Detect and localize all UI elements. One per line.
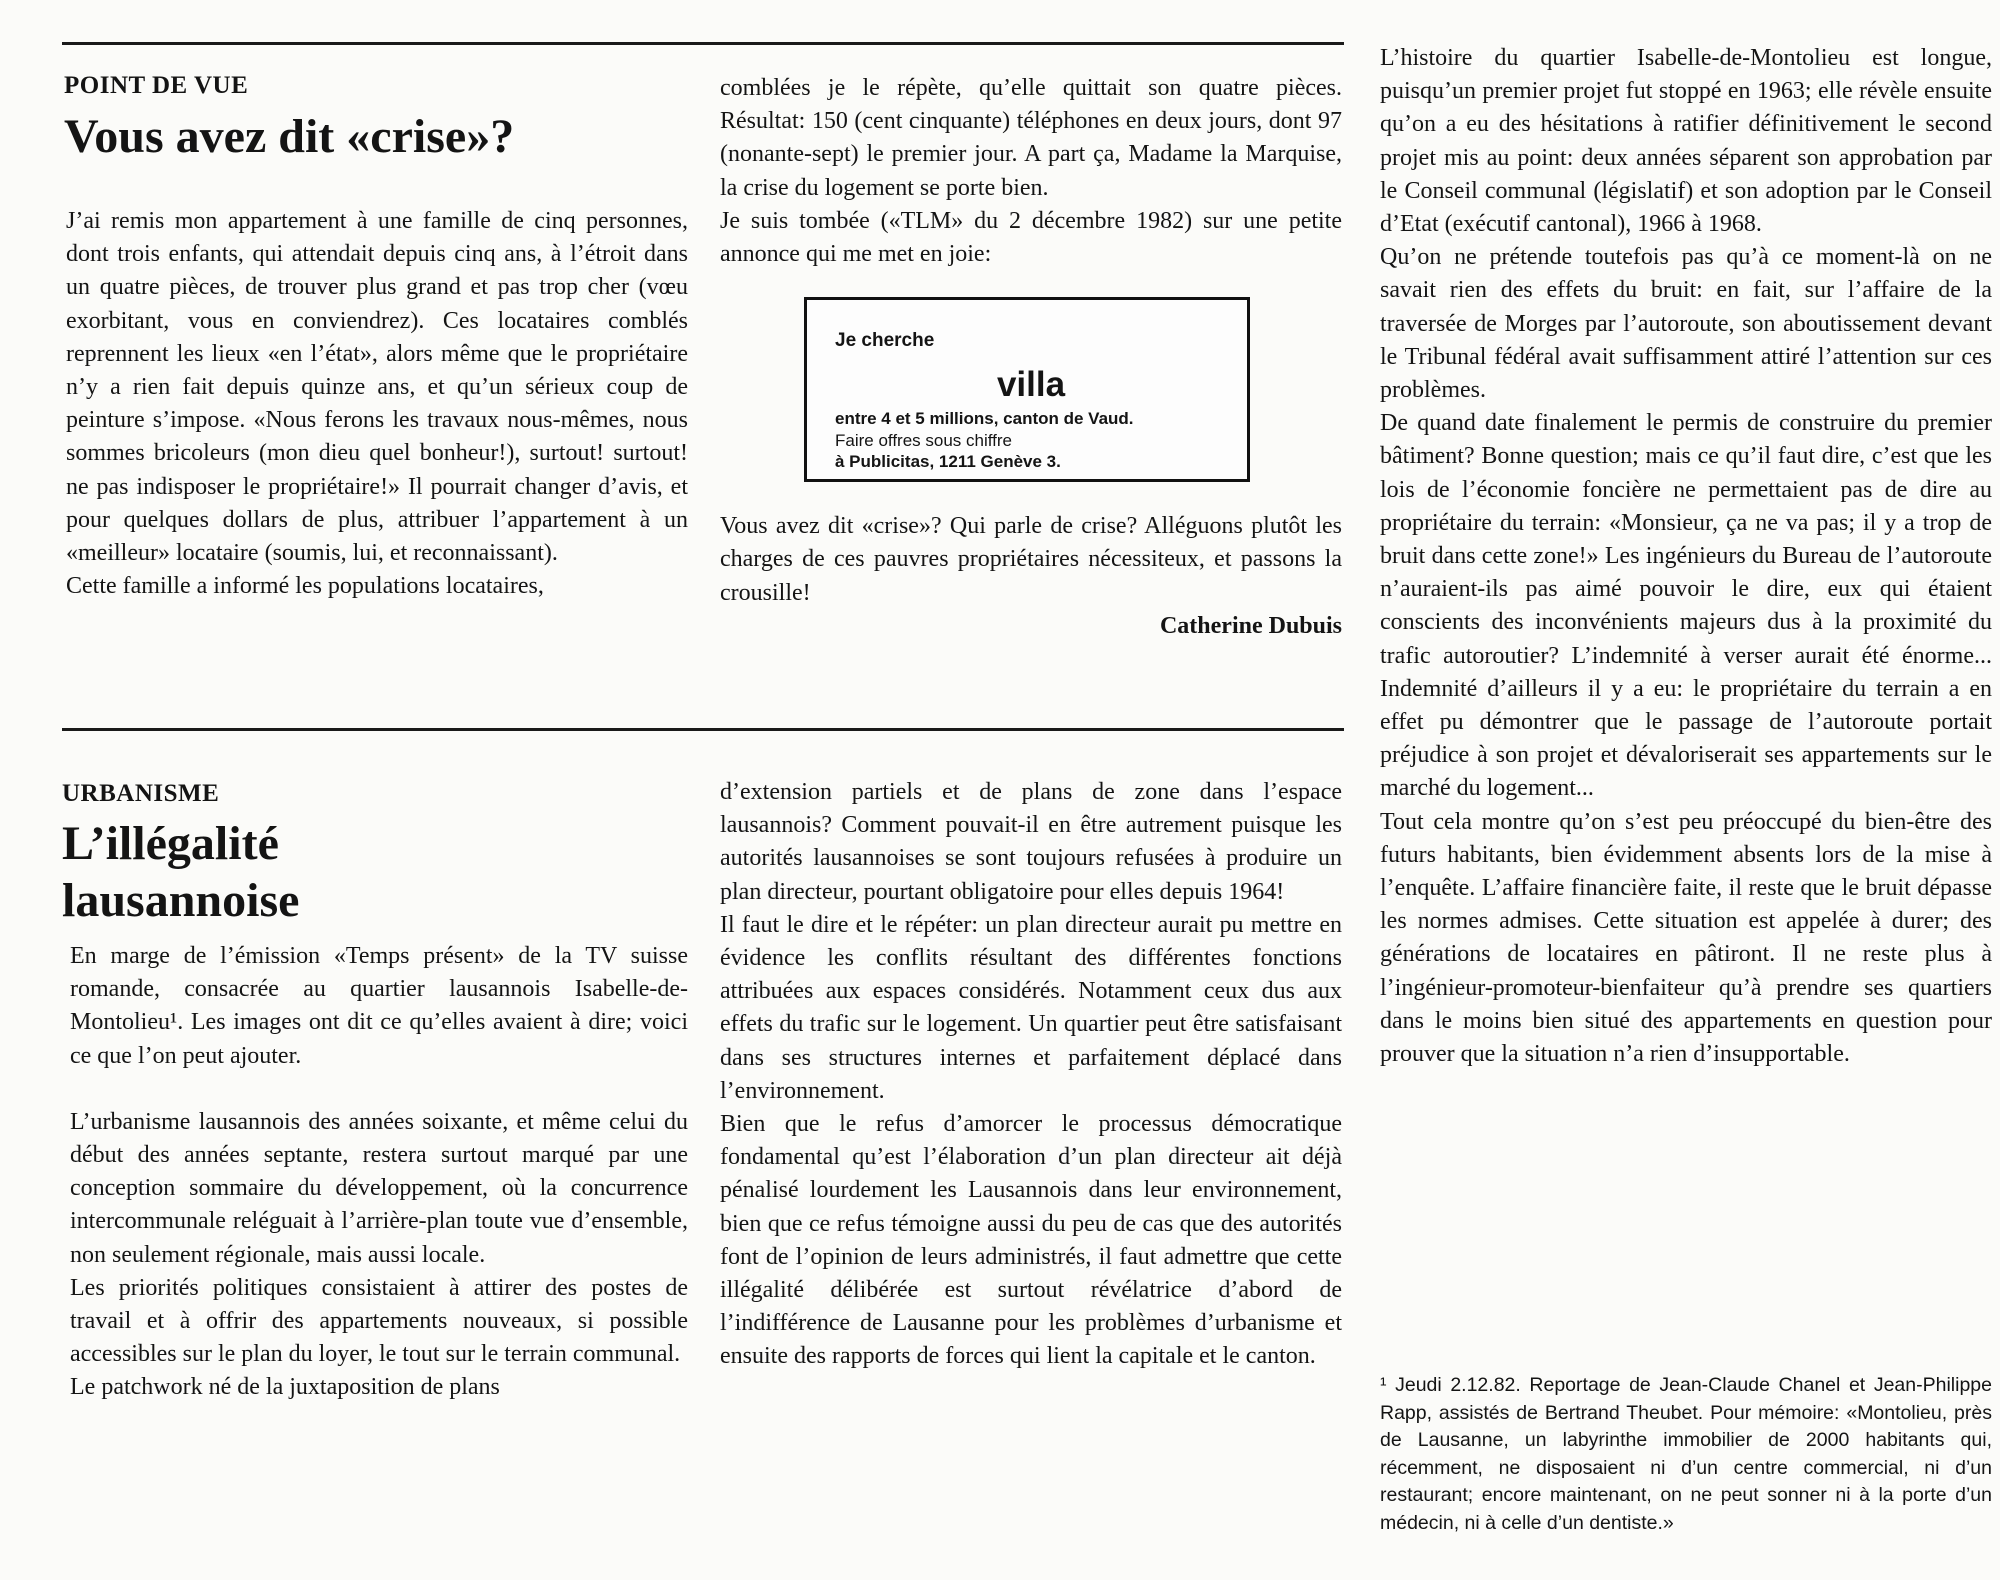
classified-ad (804, 297, 1250, 482)
article2-paragraph: Tout cela montre qu’on s’est peu préoccupé du bien-être des futurs habitants, bien évidemment absents lors de la mise à l’enquête. L’affaire financière faite, il reste que le bruit dépasse les normes admises. Cette situation est appelée à durer; des générations de locataires en pâtiront. Il ne reste plus à l’ingénieur-promoteur-bienfaiteur qu’à prendre ses quartiers dans le moins bien situé des appartements en question pour prouver que la situation n’a rien d’insupportable. (1380, 808, 1992, 1068)
ad-title: villa (996, 365, 1066, 405)
kicker-urbanisme: URBANISME (62, 780, 220, 807)
article1-paragraph: Cette famille a informé les populations locataires, (66, 573, 544, 600)
ad-line: entre 4 et 5 millions, canton de Vaud. (835, 409, 1134, 429)
article1-column-1 (66, 205, 688, 603)
article2-paragraph: d’extension partiels et de plans de zone dans l’espace lausannois? Comment pouvait-il en être autrement puisque les autorités lausannoises se sont toujours refusées à produire un plan directeur, pourtant obligatoire pour elles depuis 1964! (720, 779, 1342, 905)
headline-illegalite (62, 815, 299, 929)
article2-paragraph: Le patchwork né de la juxtaposition de plans (70, 1374, 500, 1401)
article2-paragraph: Bien que le refus d’amorcer le processus démocratique fondamental qu’est l’élaboration d’un plan directeur ait déjà pénalisé lourdement les Lausannois dans leur environnement, bien que ce refus témoigne aussi du peu de cas que des autorités font de l’opinion de leurs administrés, il faut admettre que cette illégalité délibérée est surtout révélatrice d’abord de l’indifférence de Lausanne pour les problèmes d’urbanisme et ensuite des rapports de forces qui lient la capitale et le canton. (720, 1111, 1342, 1370)
article2-paragraph: De quand date finalement le permis de construire du premier bâtiment? Bonne question; mais ce qu’il faut dire, c’est que les lois de l’économie foncière ne permettaient pas de dire au propriétaire du terrain: «Monsieur, ça ne va pas; il y a trop de bruit dans cette zone!» Les ingénieurs du Bureau de l’autoroute n’auraient-ils pas aimé pouvoir le dire, eux qui étaient conscients des inconvénients majeurs dus à la proximité du trafic autoroutier? L’indemnité à verser aurait été énorme... Indemnité d’ailleurs il y a eu: le propriétaire du terrain a en effet pu démontrer que le passage de l’autoroute portait préjudice à son projet et dévaloriserait ses appartements sur le marché du logement... (1380, 410, 1992, 802)
footnote (1380, 1372, 1992, 1537)
article1-paragraph: Je suis tombée («TLM» du 2 décembre 1982) sur une petite annonce qui me met en joie: (720, 207, 1342, 268)
article1-paragraph: J’ai remis mon appartement à une famille de cinq personnes, dont trois enfants, qui attendait depuis cinq ans, à l’étroit dans un quatre pièces, de trouver plus grand et pas trop cher (vœu exorbitant, vous en conviendrez). Ces locataires comblés reprennent les lieux «en l’état», alors même que le propriétaire n’y a rien fait depuis quinze ans, et qu’un sérieux coup de peinture s’impose. «Nous ferons les travaux nous-mêmes, nous sommes bricoleurs (mon dieu quel bonheur!), surtout! surtout! ne pas indisposer le propriétaire!» Il pourrait changer d’avis, et pour quelques dollars de plus, attribuer l’appartement à un «meilleur» locataire (soumis, lui, et reconnaissant). (66, 208, 688, 567)
article2-paragraph: Qu’on ne prétende toutefois pas qu’à ce moment-là on ne savait rien des effets du bruit: en fait, sur l’affaire de la traversée de Morges par l’autoroute, son aboutissement devant le Tribunal fédéral avait suffisamment attiré l’attention sur ces problèmes. (1380, 244, 1992, 404)
headline-line: lausannoise (62, 874, 300, 927)
ad-line: Je cherche (835, 330, 935, 352)
ad-line: à Publicitas, 1211 Genève 3. (835, 452, 1061, 472)
article2-column-3 (1380, 42, 1992, 1071)
article2-paragraph: L’urbanisme lausannois des années soixante, et même celui du début des années septante, restera surtout marqué par une conception sommaire du développement, où la concurrence intercommunale reléguait à l’arrière-plan toute vue d’ensemble, non seulement régionale, mais aussi locale. (70, 1108, 688, 1268)
article2-column-1 (70, 940, 688, 1405)
article1-column-2 (720, 72, 1342, 643)
footnote-text: ¹ Jeudi 2.12.82. Reportage de Jean-Claude Chanel et Jean-Philippe Rapp, assistés de Bertrand Theubet. Pour mémoire: «Montolieu, près de Lausanne, un labyrinthe immobilier de 2000 habitants qui, récemment, ne disposaient ni d’un centre commercial, ni d’un restaurant; encore maintenant, on ne peut sonner ni à la porte d’un médecin, ni à celle d’un dentiste.» (1380, 1374, 1992, 1534)
article1-paragraph: comblées je le répète, qu’elle quittait son quatre pièces. Résultat: 150 (cent cinquante) téléphones en deux jours, dont 97 (nonante-sept) le premier jour. A part ça, Madame la Marquise, la crise du logement se porte bien. (720, 75, 1342, 201)
article2-column-2 (720, 776, 1342, 1374)
headline-line: L’illégalité (62, 817, 279, 870)
article1-paragraph: Vous avez dit «crise»? Qui parle de crise? Alléguons plutôt les charges de ces pauvres propriétaires nécessiteux, et passons la crousille! (720, 513, 1342, 606)
article2-paragraph: Il faut le dire et le répéter: un plan directeur aurait pu mettre en évidence les conflits résultant des différentes fonctions attribuées aux espaces considérés. Notamment ceux dus aux effets du trafic sur le logement. Un quartier peut être satisfaisant dans ses structures internes et parfaitement déplacé dans l’environnement. (720, 911, 1342, 1104)
article2-paragraph: En marge de l’émission «Temps présent» de la TV suisse romande, consacrée au quartier lausannois Isabelle-de-Montolieu¹. Les images ont dit ce qu’elles avaient à dire; voici ce que l’on peut ajouter. (70, 943, 688, 1069)
ad-line: Faire offres sous chiffre (835, 431, 1013, 451)
author-signature: Catherine Dubuis (1159, 612, 1342, 639)
kicker-point-de-vue: POINT DE VUE (64, 72, 249, 99)
article2-paragraph: Les priorités politiques consistaient à attirer des postes de travail et à offrir des appartements nouveaux, si possible accessibles sur le plan du loyer, le tout sur le terrain communal. (70, 1274, 688, 1368)
section-rule (62, 728, 1344, 731)
headline-crise: Vous avez dit «crise»? (64, 110, 515, 163)
article2-paragraph: L’histoire du quartier Isabelle-de-Montolieu est longue, puisqu’un premier projet fut stoppé en 1963; elle révèle ensuite qu’on a eu des hésitations à ratifier définitivement le second projet mis au point: deux années séparent son approbation par le Conseil communal (législatif) et son adoption par le Conseil d’Etat (exécutif cantonal), 1966 à 1968. (1380, 45, 1992, 238)
top-rule (62, 42, 1344, 45)
